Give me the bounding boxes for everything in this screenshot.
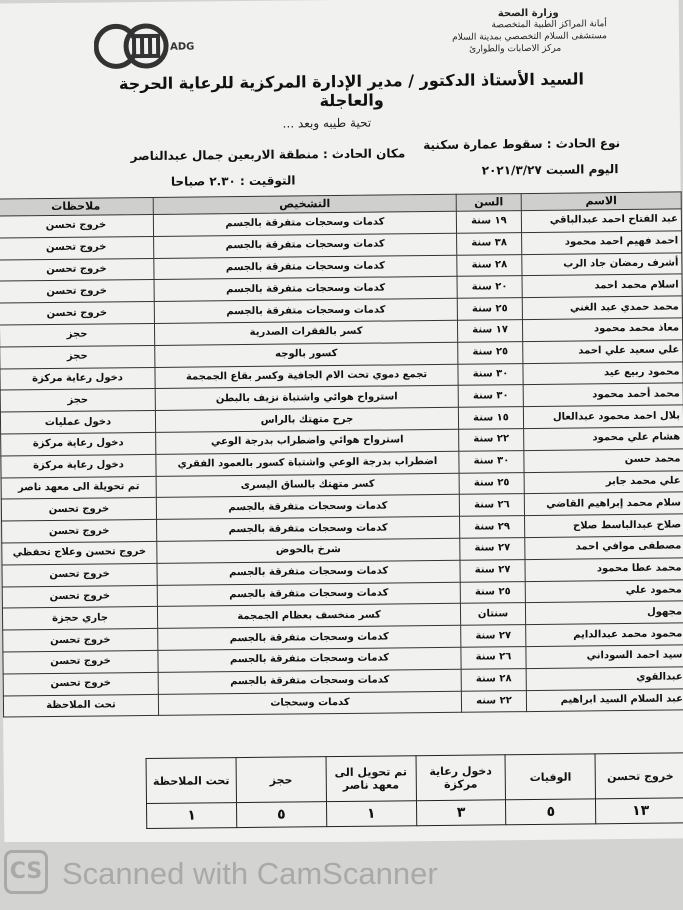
patient-diagnosis: شرخ بالحوض: [157, 538, 460, 563]
patient-name: بلال احمد محمود عبدالعال: [523, 405, 683, 428]
patient-name: مصطفى موافي احمد: [525, 536, 683, 559]
patient-diagnosis: كدمات وسحجات متفرقة بالجسم: [154, 298, 457, 323]
patient-diagnosis: كدمات وسحجات متفرقة بالجسم: [157, 516, 460, 541]
patient-note: خروج تحسن: [0, 214, 154, 237]
summary-header-deaths: الوفيات: [505, 754, 595, 800]
patient-age: ٢٧ سنة: [461, 625, 526, 647]
patient-note: دخول رعاية مركزة: [0, 367, 155, 390]
patient-note: خروج تحسن: [0, 280, 154, 303]
patient-diagnosis: كسور بالوجه: [155, 342, 458, 367]
patient-note: حجز: [0, 389, 155, 412]
camscanner-logo: CS: [4, 850, 48, 894]
secretariat-name: أمانة المراكز الطبية المتخصصة: [491, 19, 607, 31]
patient-name: احمد فهيم احمد محمود: [522, 231, 682, 254]
patient-note: خروج تحسن: [3, 650, 158, 673]
patient-name: علي محمد جابر: [524, 470, 683, 493]
summary-header-admitted: حجز: [236, 757, 326, 803]
patient-diagnosis: كدمات وسحجات متفرقة بالجسم: [158, 625, 461, 650]
ministry-name: وزارة الصحة: [497, 7, 559, 20]
patient-diagnosis: كسر منخسف بعظام الجمجمة: [157, 604, 460, 629]
patient-name: اسلام محمد احمد: [522, 274, 682, 297]
patient-name: محمد أحمد محمود: [523, 383, 683, 406]
summary-header-transferred: تم تحويل الى معهد ناصر: [326, 756, 416, 802]
patient-name: محمد عطا محمود: [525, 558, 683, 581]
patient-note: خروج تحسن: [0, 258, 154, 281]
patient-age: ٢٢ سنة: [459, 429, 524, 451]
logo-lettering: ADG: [170, 41, 195, 53]
patient-age: ٢٧ سنة: [460, 559, 525, 581]
patient-note: دخول رعاية مركزة: [1, 454, 156, 477]
patient-note: خروج تحسن: [0, 236, 154, 259]
header-notes: ملاحظات: [0, 197, 153, 216]
patient-age: ٣٠ سنة: [458, 385, 523, 407]
summary-table: [146, 752, 683, 829]
patient-age: ٢٦ سنة: [459, 494, 524, 516]
patient-age: سنتان: [460, 603, 525, 625]
patient-diagnosis: كدمات وسحجات متفرقة بالجسم: [153, 211, 456, 236]
patient-name: محمود ربيع عيد: [523, 361, 683, 384]
patient-note: خروج تحسن: [1, 498, 156, 521]
patient-age: ١٩ سنة: [456, 211, 521, 233]
patient-name: سيد احمد السوداني: [526, 645, 683, 668]
patient-age: ٢٨ سنة: [461, 668, 526, 690]
summary-header-discharged: خروج تحسن: [595, 753, 683, 799]
patient-note: خروج تحسن: [3, 672, 158, 695]
patient-age: ٣٠ سنة: [458, 363, 523, 385]
patient-name: سلام محمد إبراهيم القاضي: [524, 492, 683, 515]
patient-age: ١٧ سنة: [457, 320, 522, 342]
patient-diagnosis: كدمات وسحجات: [158, 691, 461, 716]
patient-diagnosis: كدمات وسحجات متفرقة بالجسم: [156, 495, 459, 520]
summary-value-observation: ١: [147, 803, 237, 829]
patient-name: محمود علي: [525, 579, 683, 602]
patient-note: خروج تحسن: [2, 585, 157, 608]
patient-note: حجز: [0, 345, 155, 368]
header-name: الاسم: [521, 192, 681, 211]
hospital-logo: [94, 19, 213, 72]
scanner-watermark: [0, 842, 683, 910]
patient-age: ٢٥ سنة: [460, 581, 525, 603]
patient-note: خروج تحسن: [2, 520, 157, 543]
patient-note: حجز: [0, 323, 155, 346]
patient-diagnosis: كدمات وسحجات متفرقة بالجسم: [154, 277, 457, 302]
patient-note: دخول عمليات: [0, 411, 155, 434]
patient-name: عبدالقوي: [526, 667, 683, 690]
patient-age: ٢٦ سنة: [461, 647, 526, 669]
summary-value-row: [147, 798, 683, 829]
patient-age: ٢٧ سنة: [460, 538, 525, 560]
document-title: السيد الأستاذ الدكتور / مدير الإدارة المركزية للرعاية الحرجة والعاجلة: [118, 69, 585, 111]
incident-type: نوع الحادث : سقوط عمارة سكنية: [423, 136, 621, 153]
header-age: السن: [456, 194, 521, 212]
patient-diagnosis: استرواح هوائي واضطراب بدرجة الوعي: [156, 429, 459, 454]
patient-age: ٢٢ سنه: [461, 690, 526, 712]
patient-name: مجهول: [525, 601, 683, 624]
patient-age: ٣٨ سنة: [457, 232, 522, 254]
incident-time: التوقيت : ٢.٣٠ صباحا: [170, 173, 296, 189]
patient-note: خروج تحسن: [0, 302, 154, 325]
patient-age: ٣٠ سنة: [459, 450, 524, 472]
patient-name: علي سعيد علي احمد: [523, 340, 683, 363]
patient-diagnosis: كدمات وسحجات متفرقة بالجسم: [157, 582, 460, 607]
department-name: مركز الاصابات والطوارئ: [469, 43, 562, 55]
patient-note: خروج تحسن: [3, 629, 158, 652]
patient-name: أشرف رمضان جاد الرب: [522, 253, 682, 276]
summary-value-deaths: ٥: [506, 799, 596, 825]
patient-note: تم تحويلة الى معهد ناصر: [1, 476, 156, 499]
patient-age: ١٥ سنة: [458, 407, 523, 429]
patient-age: ٢٠ سنة: [457, 276, 522, 298]
summary-value-discharged: ١٣: [596, 798, 683, 824]
patient-age: ٢٨ سنة: [457, 254, 522, 276]
summary-header-observation: تحت الملاحظة: [146, 758, 236, 804]
summary-header-icu: دخول رعاية مركزة: [416, 755, 506, 801]
patient-diagnosis: كدمات وسحجات متفرقة بالجسم: [158, 647, 461, 672]
patient-diagnosis: كدمات وسحجات متفرقة بالجسم: [158, 669, 461, 694]
patient-name: هشام علي محمود: [524, 427, 683, 450]
patient-note: تحت الملاحظة: [3, 694, 158, 717]
summary-header-row: [146, 753, 683, 804]
patient-diagnosis: كسر متهتك بالساق اليسرى: [156, 473, 459, 498]
patient-name: معاذ محمد محمود: [522, 318, 682, 341]
summary-value-admitted: ٥: [236, 802, 326, 828]
patient-diagnosis: كسر بالفقرات الصدرية: [154, 320, 457, 345]
patient-diagnosis: اضطراب بدرجة الوعي واشتباة كسور بالعمود الفقري: [156, 451, 459, 476]
summary-value-transferred: ١: [326, 801, 416, 827]
patient-name: صلاح عبدالباسط صلاح: [525, 514, 683, 537]
patient-age: ٢٥ سنة: [458, 341, 523, 363]
patient-name: محمد حمدي عبد الغني: [522, 296, 682, 319]
patient-age: ٢٩ سنة: [460, 516, 525, 538]
camscanner-text: Scanned with CamScanner: [62, 856, 438, 891]
patient-diagnosis: كدمات وسحجات متفرقة بالجسم: [154, 233, 457, 258]
casualties-table: [0, 191, 683, 717]
patient-age: ٢٥ سنة: [459, 472, 524, 494]
patient-note: دخول رعاية مركزة: [1, 432, 156, 455]
incident-date: اليوم السبت ٢٠٢١/٣/٢٧: [481, 162, 619, 178]
patient-name: عبد الفتاح احمد عبدالباقي: [521, 209, 681, 232]
hospital-name: مستشفى السلام التخصصي بمدينة السلام: [452, 31, 608, 43]
patient-diagnosis: جرح متهتك بالراس: [155, 407, 458, 432]
patient-name: محمد حسن: [524, 449, 683, 472]
header-diagnosis: التشخيص: [153, 194, 456, 214]
patient-diagnosis: تجمع دموي تحت الام الجافية وكسر بقاع الجمجمة: [155, 364, 458, 389]
incident-place: مكان الحادث : منطقة الاربعين جمال عبدالناصر: [130, 146, 406, 164]
greeting: تحية طيبه وبعد ...: [282, 115, 372, 131]
patient-diagnosis: كدمات وسحجات متفرقة بالجسم: [157, 560, 460, 585]
patient-note: خروج تحسن: [2, 563, 157, 586]
patient-diagnosis: استرواح هوائي واشتباة نزيف بالبطن: [155, 386, 458, 411]
patient-note: جاري حجزة: [2, 607, 157, 630]
summary-value-icu: ٣: [416, 800, 506, 826]
patient-name: محمود محمد عبدالدايم: [526, 623, 683, 646]
patient-name: عبد السلام السيد ابراهيم: [526, 688, 683, 711]
patient-age: ٢٥ سنة: [457, 298, 522, 320]
patient-note: خروج تحسن وعلاج تحفظي: [2, 541, 157, 564]
patient-diagnosis: كدمات وسحجات متفرقة بالجسم: [154, 255, 457, 280]
table-body: [0, 209, 683, 717]
